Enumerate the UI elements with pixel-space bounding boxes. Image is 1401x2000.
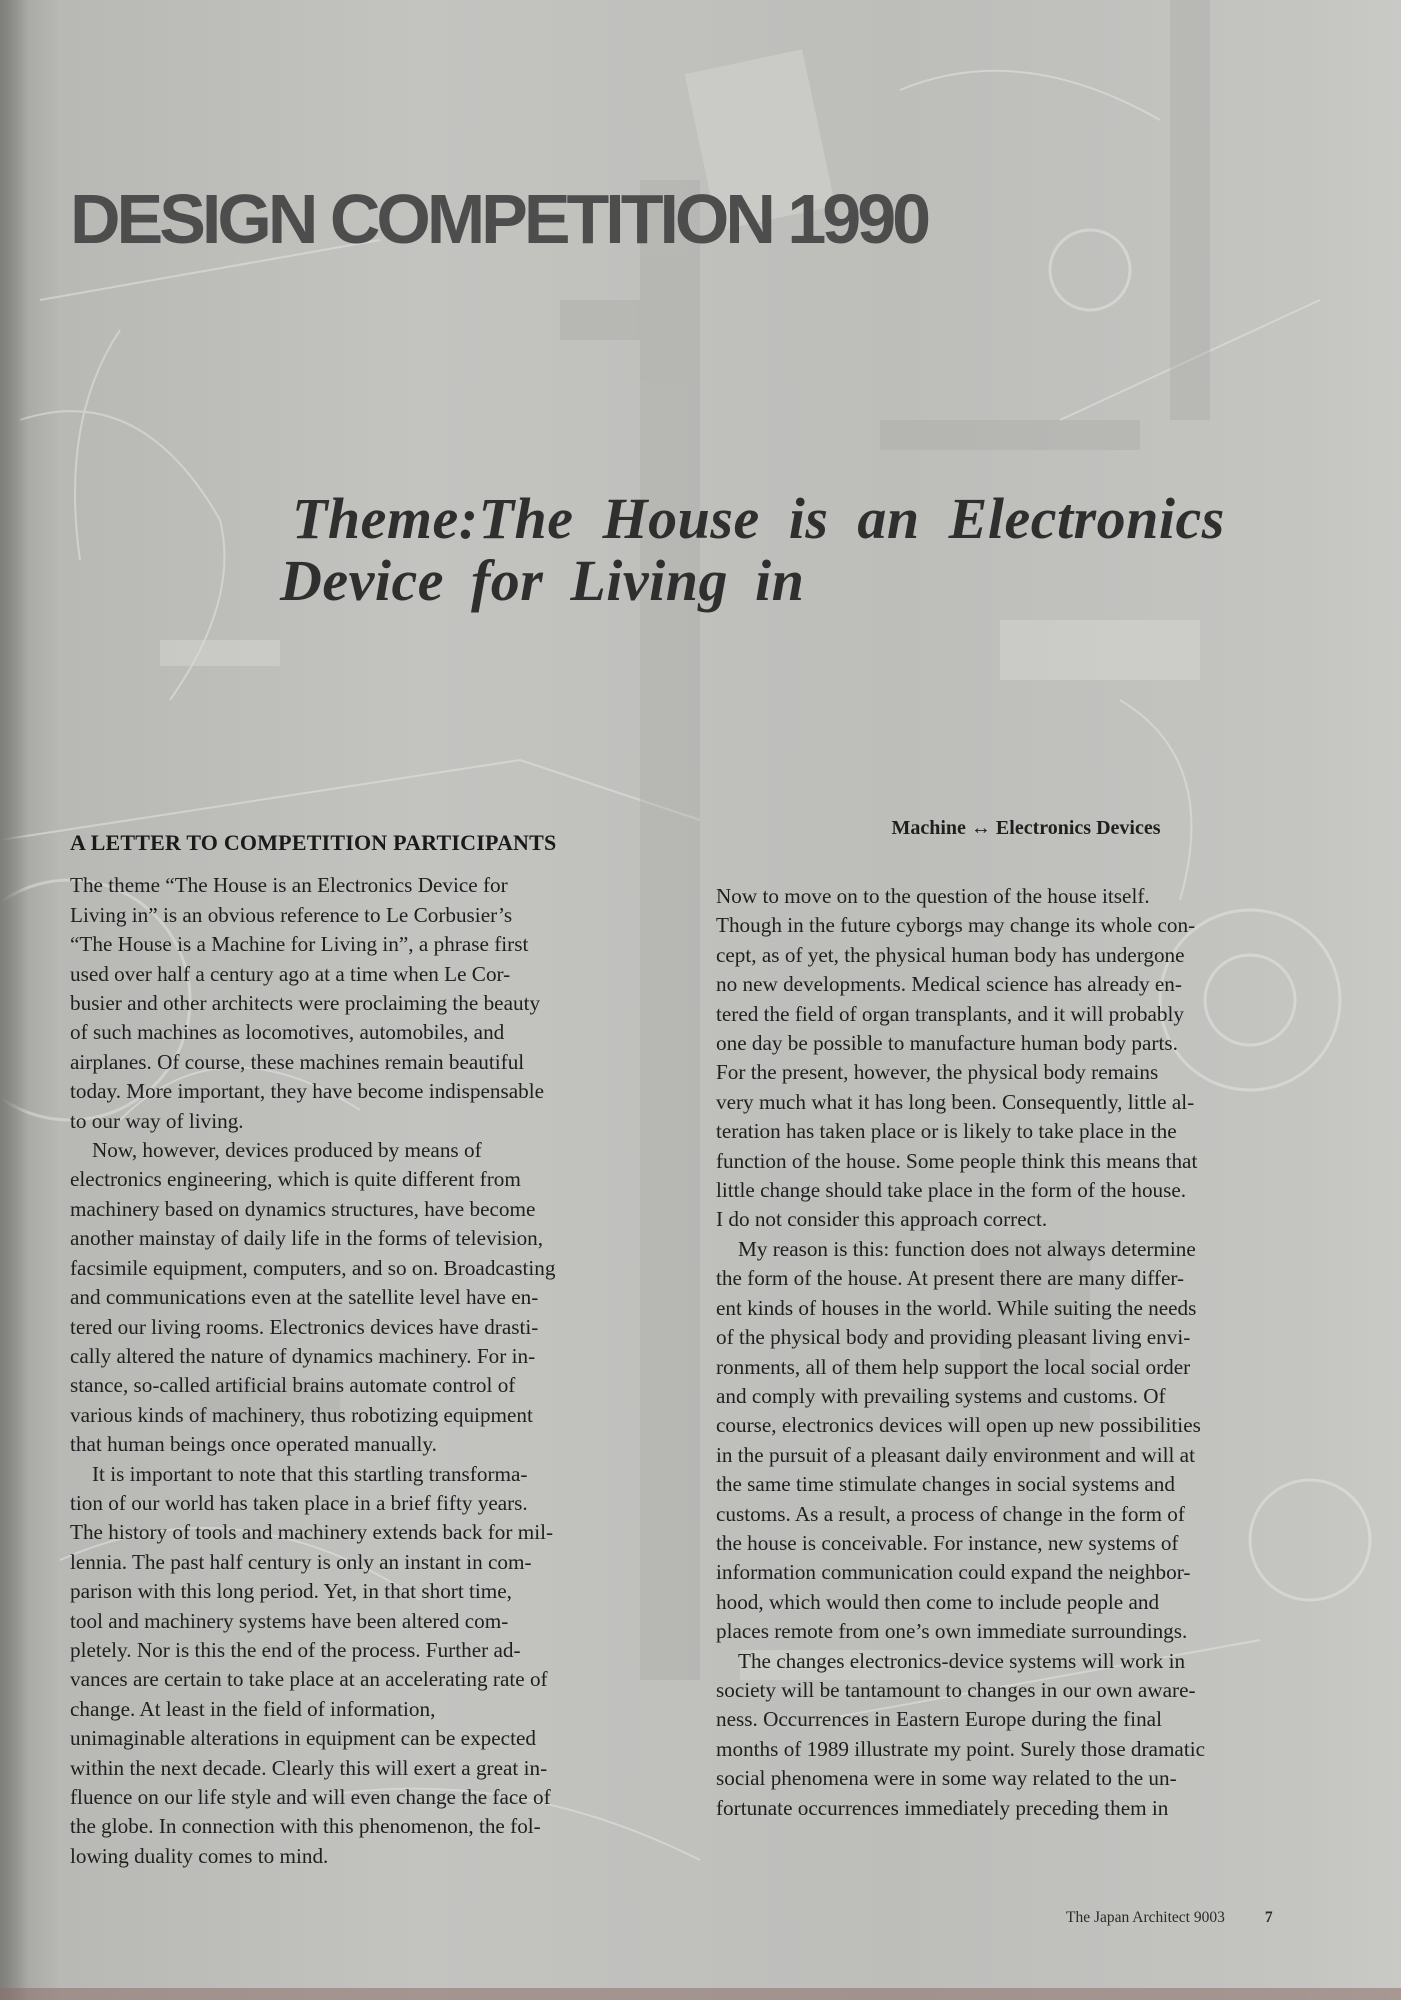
text-line: Now to move on to the question of the house itself. (716, 884, 1150, 908)
text-line: used over half a century ago at a time when Le Cor- (70, 961, 511, 986)
page-number: 7 (1264, 1909, 1273, 1926)
text-line: the globe. In connection with this phenomenon, the fol- (70, 1814, 541, 1839)
text-line: ness. Occurrences in Eastern Europe during the final (716, 1707, 1162, 1732)
paragraph-6 (716, 1647, 1336, 1823)
text-line: the form of the house. At present there are many differ- (716, 1266, 1185, 1291)
right-column (716, 817, 1336, 1823)
page-spine-shadow (0, 0, 28, 2000)
page-headline: DESIGN COMPETITION 1990 (70, 180, 928, 258)
text-line: today. More important, they have become indispensable (70, 1079, 545, 1104)
text-line: teration has taken place or is likely to take place in the (716, 1119, 1177, 1144)
text-line: of the physical body and providing pleasant living envi- (716, 1325, 1191, 1350)
paragraph-1 (70, 871, 715, 1136)
text-line: little change should take place in the form of the house. (716, 1178, 1187, 1203)
text-line: function of the house. Some people think this means that (716, 1148, 1198, 1173)
text-line: no new developments. Medical science has already en- (716, 972, 1182, 997)
text-line: ent kinds of houses in the world. While suiting the needs (716, 1295, 1197, 1320)
text-line: facsimile equipment, computers, and so on. Broadcasting (70, 1255, 556, 1280)
text-line: unimaginable alterations in equipment can be expected (70, 1726, 536, 1751)
text-line: tered our living rooms. Electronics devices have drasti- (70, 1314, 539, 1339)
text-line: fluence on our life style and will even change the face of (70, 1785, 551, 1809)
text-line: to our way of living. (70, 1108, 244, 1133)
text-line: I do not consider this approach correct. (716, 1207, 1048, 1232)
text-line: The changes electronics-device systems will work in (738, 1648, 1186, 1673)
text-line: lennia. The past half century is only an instant in com- (70, 1549, 532, 1574)
machine-electronics-subheading: Machine ↔ Electronics Devices (891, 817, 1161, 839)
text-line: “The House is a Machine for Living in”, a phrase first (70, 932, 529, 957)
text-line: the same time stimulate changes in social systems and (716, 1472, 1175, 1497)
text-line: busier and other architects were proclaiming the beauty (70, 991, 541, 1016)
journal-name: The Japan Architect 9003 (1066, 1909, 1225, 1926)
text-line: and communications even at the satellite level have en- (70, 1285, 539, 1310)
text-line: Living in” is an obvious reference to Le Corbusier’s (70, 902, 513, 927)
text-line: parison with this long period. Yet, in that short time, (70, 1579, 512, 1604)
text-line: that human beings once operated manually. (70, 1432, 437, 1457)
text-line: The history of tools and machinery extends back for mil- (70, 1520, 554, 1545)
text-line: tion of our world has taken place in a brief fifty years. (70, 1490, 528, 1515)
text-line: the house is conceivable. For instance, new systems of (716, 1530, 1179, 1555)
text-line: stance, so-called artificial brains automate control of (70, 1373, 516, 1398)
letter-heading: A LETTER TO COMPETITION PARTICIPANTS (70, 830, 557, 855)
text-line: The theme “The House is an Electronics Device for (70, 873, 508, 898)
text-line: and comply with prevailing systems and customs. Of (716, 1383, 1166, 1408)
text-line: fortunate occurrences immediately preceding them in (716, 1795, 1169, 1820)
text-line: information communication could expand the neighbor- (716, 1560, 1191, 1585)
left-column (70, 828, 715, 1871)
text-line: course, electronics devices will open up new possibilities (716, 1413, 1201, 1438)
text-line: Now, however, devices produced by means of (92, 1138, 482, 1163)
text-line: ronments, all of them help support the local social order (716, 1354, 1191, 1379)
page-bottom-edge (0, 1988, 1401, 2000)
text-line: vances are certain to take place at an accelerating rate of (70, 1667, 548, 1692)
paragraph-2 (70, 1136, 715, 1459)
text-line: machinery based on dynamics structures, have become (70, 1196, 536, 1221)
text-line: in the pursuit of a pleasant daily environment and will at (716, 1442, 1195, 1467)
text-line: lowing duality comes to mind. (70, 1843, 329, 1868)
text-line: tool and machinery systems have been altered com- (70, 1608, 509, 1633)
page-footer (1066, 1909, 1273, 1927)
text-line: months of 1989 illustrate my point. Surely those dramatic (716, 1736, 1206, 1761)
theme-line-2: Device for Living in (280, 548, 805, 613)
text-line: electronics engineering, which is quite different from (70, 1167, 521, 1192)
paragraph-4 (716, 882, 1336, 1235)
theme-line-1: Theme:The House is an Electronics (292, 486, 1225, 551)
text-line: social phenomena were in some way related to the un- (716, 1766, 1177, 1791)
text-line: cept, as of yet, the physical human body has undergone (716, 942, 1185, 967)
text-line: change. At least in the field of information, (70, 1696, 436, 1721)
text-line: various kinds of machinery, thus robotizing equipment (70, 1402, 533, 1427)
text-line: For the present, however, the physical body remains (716, 1060, 1159, 1085)
text-line: of such machines as locomotives, automobiles, and (70, 1020, 505, 1045)
text-line: very much what it has long been. Consequently, little al- (716, 1089, 1195, 1114)
text-line: pletely. Nor is this the end of the process. Further ad- (70, 1637, 521, 1662)
paragraph-3 (70, 1460, 715, 1872)
text-line: one day be possible to manufacture human body parts. (716, 1031, 1178, 1056)
text-line: airplanes. Of course, these machines remain beautiful (70, 1049, 525, 1074)
text-line: another mainstay of daily life in the forms of television, (70, 1226, 544, 1251)
theme-title (280, 488, 1340, 612)
text-line: My reason is this: function does not always determine (738, 1236, 1196, 1261)
text-line: customs. As a result, a process of change in the form of (716, 1501, 1185, 1526)
text-line: Though in the future cyborgs may change its whole con- (716, 913, 1196, 938)
text-line: tered the field of organ transplants, and it will probably (716, 1001, 1184, 1026)
text-line: within the next decade. Clearly this will exert a great in- (70, 1755, 548, 1780)
text-line: society will be tantamount to changes in our own aware- (716, 1677, 1196, 1702)
text-line: cally altered the nature of dynamics machinery. For in- (70, 1343, 536, 1368)
text-line: It is important to note that this startling transforma- (92, 1461, 528, 1486)
text-line: places remote from one’s own immediate surroundings. (716, 1619, 1188, 1644)
paragraph-5 (716, 1235, 1336, 1647)
text-line: hood, which would then come to include people and (716, 1589, 1160, 1614)
